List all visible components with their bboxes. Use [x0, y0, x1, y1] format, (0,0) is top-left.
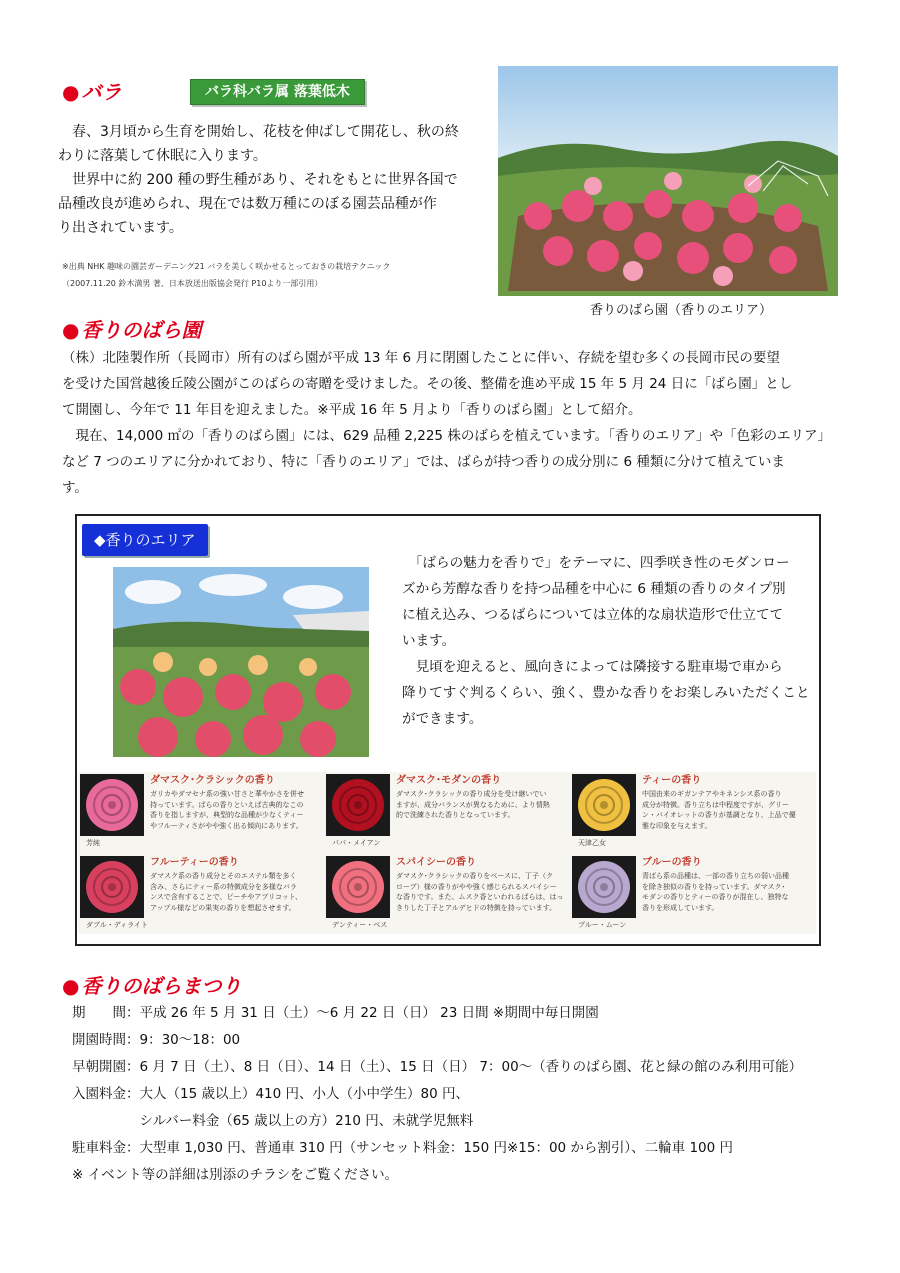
fragrance-type-description: 中国由来のギガンテアやキネンシス系の香り [642, 790, 782, 798]
fragrance-type-description: ンスで含有することで、ピーチやアプリコット、 [150, 893, 303, 902]
rose-garden-photo [498, 66, 838, 296]
rose-flower-icon [80, 774, 144, 836]
rose-garden-illustration [498, 66, 838, 296]
fragrance-type-description: きりした丁子とアルデヒドの特徴を持っています。 [396, 903, 557, 912]
fragrance-type-cell [572, 856, 816, 934]
garden-description: （株）北陸製作所（長岡市）所有のばら園が平成 13 年 6 月に閉園したことに伴い、存続を望む多くの長岡市民の要望 を受けた国営越後丘陵公園がこのばらの寄贈を受けました。その後、整備を進め平成 15 年 5 月 24 日に「ばら園」とし て開園し、今年で 11 年目を迎えました。※平成 16 年 5 月より「香りのばら園」として紹介。 現在、14,000 ㎡の「香りのばら園」には、629 品種 2,225 株のばらを植えています。「香りのエリア」や「色彩のエリア」 など 7 つのエリアに分かれており、特に「香りのエリア」では、ばらが持つ香りの成分別に 6 種類に分けて植えていま す。 [62, 350, 831, 496]
rose-flower-icon [80, 856, 144, 918]
fragrance-type-description: アップル様などの果実の香りを想起させます。 [150, 903, 296, 912]
fragrance-type-description: ダマスク系の香り成分とそのエステル類を多く [150, 872, 297, 880]
fragrance-type-description: 成分が特徴。香り立ちは中程度ですが、グリー [642, 800, 789, 809]
fragrance-type-description: ン・バイオレットの香りが基調となり、上品で優 [642, 811, 796, 820]
fragrance-type-title: ダマスク･クラシックの香り [150, 775, 275, 786]
fragrance-type-description: 青ばら系の品種は、一部の香り立ちの弱い品種 [642, 872, 789, 880]
festival-heading: ● 香りのばらまつり [62, 974, 242, 998]
festival-info [72, 1000, 802, 1189]
fragrance-type-description: な香りです。また、ムスク香といわれるばらは、はっ [396, 893, 564, 902]
fragrance-area-description: 「ばらの魅力を香りで」をテーマに、四季咲き性のモダンロー ズから芳醇な香りを持つ品種を中心に 6 種類の香りのタイプ別 に植え込み、つるばらについては立体的な扇状造形で仕立てて います。 見頃を迎えると、風向きによっては隣接する駐車場で車から 降りてすぐ判るくらい、強く、豊かな香りをお楽しみいただくこと ができます。 [402, 555, 810, 727]
rose-flower-icon [326, 774, 390, 836]
festival-parking: 駐車料金：大型車 1,030 円、普通車 310 円（サンセット料金：150 円※15：00 から割引）、二輪車 100 円 [72, 1140, 734, 1156]
fragrance-type-cell [326, 856, 570, 934]
rose-variety-name: 天津乙女 [578, 839, 606, 847]
festival-note: ※ イベント等の詳細は別添のチラシをご覧ください。 [72, 1167, 399, 1183]
rose-source-note: ※出典 NHK 趣味の園芸ガーデニング21 バラを美しく咲かせるとっておきの栽培テクニック （2007.11.20 鈴木満男 著、日本放送出版協会発行 P10より一部引用） [62, 262, 391, 288]
rose-variety-name: パパ・メイアン [332, 839, 381, 847]
fragrance-type-title: ブルーの香り [642, 857, 702, 868]
fragrance-type-description: 雅な印象を与えます。 [642, 821, 712, 830]
rose-flower-icon [572, 856, 636, 918]
fragrance-area-photo [113, 567, 369, 757]
fragrance-area-label: ◆香りのエリア [82, 524, 208, 556]
red-bullet-icon: ● [62, 80, 80, 104]
rose-flower-icon [572, 774, 636, 836]
fragrance-area-illustration [113, 567, 369, 757]
fragrance-type-description: 持っています。ばらの香りといえば古典的なこの [150, 800, 304, 809]
fragrance-type-title: ティーの香り [642, 775, 702, 786]
fragrance-type-description: を除き独似の香りを持っています。ダマスク･ [642, 882, 785, 891]
fragrance-type-cell [80, 774, 324, 852]
fragrance-type-description: 的で洗練された香りとなっています。 [396, 811, 515, 820]
red-bullet-icon: ● [62, 318, 80, 342]
fragrance-type-cell [572, 774, 816, 852]
festival-hours: 開園時間：9：30～18：00 [72, 1032, 241, 1048]
fragrance-type-cell [326, 774, 570, 852]
fragrance-type-description: やフルーティさがやや強く出る傾向にあります。 [150, 821, 303, 830]
rose-classification-tag: バラ科バラ属 落葉低木 [190, 79, 365, 105]
fragrance-type-title: フルーティーの香り [150, 857, 239, 868]
rose-variety-name: ダブル・ディライト [86, 921, 148, 929]
red-bullet-icon: ● [62, 974, 80, 998]
festival-admission: 入園料金：大人（15 歳以上）410 円、小人（小中学生）80 円、 [72, 1086, 469, 1102]
fragrance-type-description: ローブ）様の香りがやや強く感じられるスパイシー [396, 882, 557, 891]
rose-variety-name: ブルー・ムーン [578, 921, 627, 929]
rose-description: 春、3月頃から生育を開始し、花枝を伸ばして開花し、秋の終 わりに落葉して休眠に入ります。 世界中に約 200 種の野生種があり、それをもとに世界各国で 品種改良が進められ、現在では数万種にのぼる園芸品種が作 り出されています。 [58, 124, 459, 236]
garden-heading: ● 香りのばら園 [62, 318, 202, 342]
festival-period: 期 間：平成 26 年 5 月 31 日（土）～6 月 22 日（日） 23 日間 ※期間中毎日開園 [72, 1005, 599, 1021]
fragrance-type-description: ガリカやダマセナ系の強い甘さと華やかさを併せ [150, 790, 304, 798]
fragrance-type-description: ダマスク･クラシックの香り成分を受け継いでい [396, 790, 547, 798]
rose-variety-name: デンティー・ベス [332, 921, 388, 929]
fragrance-type-title: ダマスク･モダンの香り [396, 775, 502, 786]
fragrance-type-description: モダンの香りとティーの香りが混在し、独特な [642, 893, 789, 902]
rose-variety-name: 芳純 [86, 839, 100, 847]
fragrance-type-description: ますが、成分バランスが異なるために、より情熱 [396, 800, 550, 809]
fragrance-type-description: 香りを指しますが、典型的な品種が少なくティー [150, 811, 304, 820]
fragrance-type-cell [80, 856, 324, 934]
fragrance-type-title: スパイシーの香り [396, 857, 476, 868]
festival-admission-senior: シルバー料金（65 歳以上の方）210 円、未就学児無料 [72, 1113, 474, 1129]
rose-garden-photo-caption: 香りのばら園（香りのエリア） [590, 303, 773, 318]
fragrance-type-description: 香りを形成しています。 [642, 903, 719, 912]
fragrance-type-description: ダマスク･クラシックの香りをベースに、丁子（ク [396, 872, 554, 880]
rose-heading: ● バラ [62, 80, 122, 104]
festival-early-opening: 早朝開園：6 月 7 日（土）、8 日（日）、14 日（土）、15 日（日） 7：00～（香りのばら園、花と緑の館のみ利用可能） [72, 1059, 803, 1075]
fragrance-type-description: 含み、さらにティー系の特徴成分を多様なバラ [150, 882, 297, 891]
rose-flower-icon [326, 856, 390, 918]
